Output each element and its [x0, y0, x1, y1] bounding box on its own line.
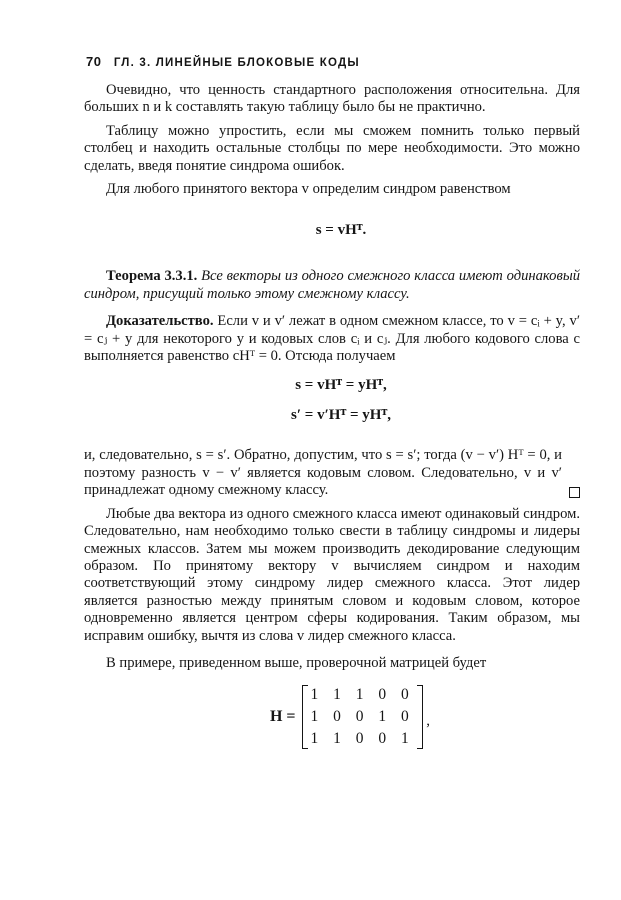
qed-square-icon: [569, 487, 580, 498]
running-header: [86, 52, 580, 72]
matrix-H: [84, 684, 580, 750]
paragraph-syndrome-definition: Для любого принятого вектора v определим синдром равенством: [106, 181, 511, 198]
paragraph-example: В примере, приведенном выше, проверочной матрицей будет: [106, 654, 487, 671]
proof-text: Если v и v′ лежат в одном смежном классе, то v = cᵢ + y, v′ = cⱼ + y для некоторого y и кодовых слов cᵢ и cⱼ. Для любого кодового слова c выполняется равенство cHᵀ = 0. Отсюда получаем: [84, 313, 581, 365]
theorem-block: [84, 268, 580, 303]
matrix-row: 1 0 0 1 0: [310, 708, 415, 726]
matrix-row: 1 1 1 0 0: [310, 686, 415, 704]
running-title: ГЛ. 3. ЛИНЕЙНЫЕ БЛОКОВЫЕ КОДЫ: [113, 57, 360, 69]
proof-block: [84, 313, 580, 365]
paragraph-simplify-table: Таблицу можно упростить, если мы сможем помнить только первый столбец и находить остальные столбцы по мере необходимости. Это можно сделать, введя понятие синдрома ошибок.: [84, 122, 580, 174]
formula-syndrome: s = vHᵀ.: [315, 222, 367, 239]
paragraph-standard-array: Очевидно, что ценность стандартного расположения относительна. Для больших n и k составлять такую таблицу было бы не практично.: [84, 82, 580, 116]
matrix-row: 1 1 0 0 1: [310, 730, 415, 748]
page-number: 70: [86, 54, 102, 69]
matrix-label: H =: [269, 708, 296, 726]
proof-end-text: и, следовательно, s = s′. Обратно, допустим, что s = s′; тогда (v − v′) Hᵀ = 0, и поэтому разность v − v′ является кодовым словом. Следовательно, v и v′ принадлежат одному смежному классу.: [84, 447, 562, 499]
book-page: [84, 52, 580, 750]
formula-s-prime: s′ = v′Hᵀ = yHᵀ,: [290, 407, 391, 424]
formula-s: s = vHᵀ = yHᵀ,: [295, 377, 387, 394]
matrix-body: [302, 684, 424, 750]
matrix-comma: ,: [426, 713, 431, 730]
proof-label: Доказательство.: [106, 313, 214, 330]
theorem-label: Теорема 3.3.1.: [106, 268, 198, 285]
paragraph-decoding: Любые два вектора из одного смежного класса имеют одинаковый синдром. Следовательно, нам необходимо только свести в таблицу синдромы и лидеры смежных классов. Затем мы можем производить декодирование следующим образом. По принятому вектору v вычисляем синдром и находим соответствующий этому синдрому лидер смежного класса. Этот лидер является разностью между принятым словом и кодовым словом, которое одновременно является центром сферы кодирования. Таким образом, мы исправим ошибку, вычтя из слова v лидер смежного класса.: [84, 505, 580, 644]
proof-conclusion: [84, 447, 580, 499]
theorem-text: Все векторы из одного смежного класса имеют одинаковый синдром, присущий только этому смежному классу.: [84, 268, 580, 302]
